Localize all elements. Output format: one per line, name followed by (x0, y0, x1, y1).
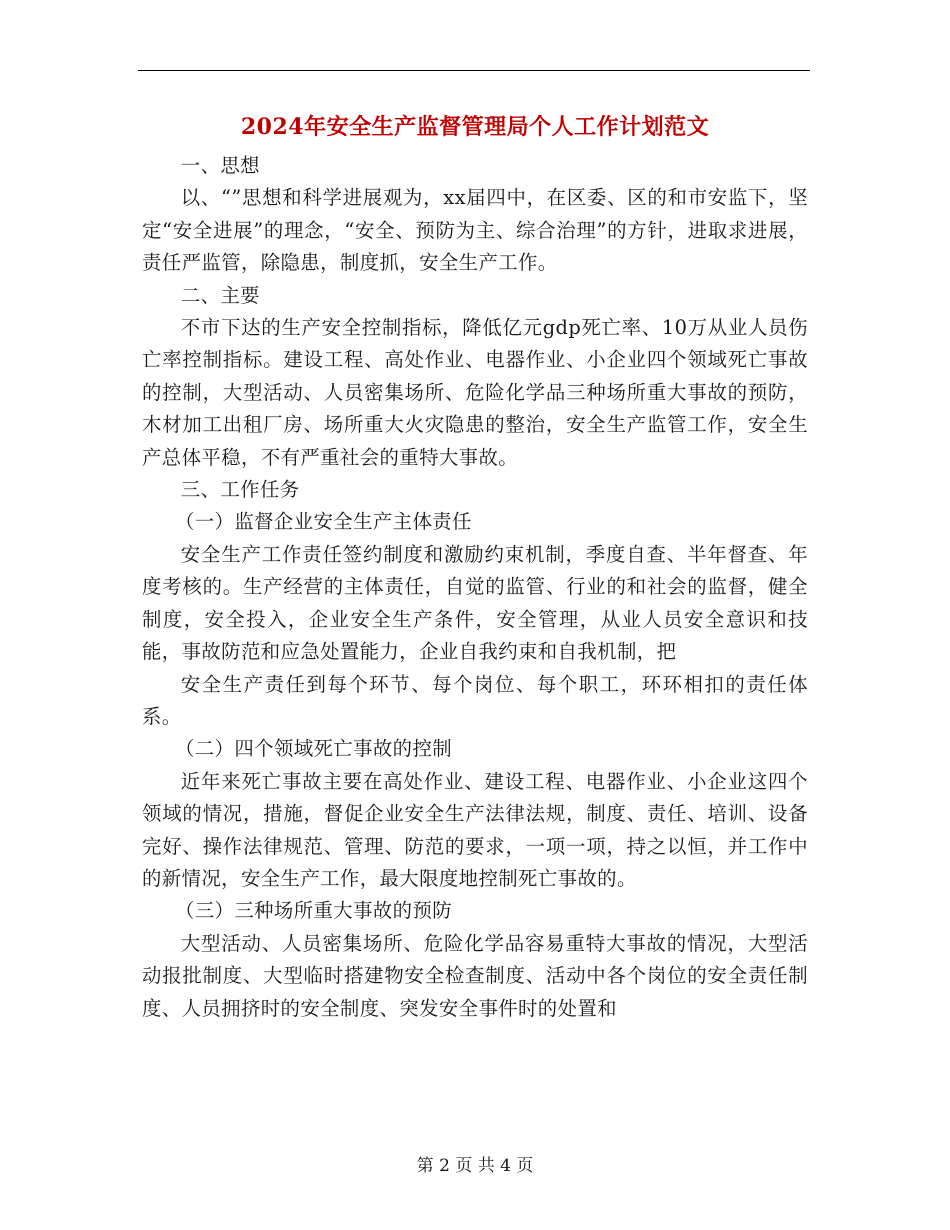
body-paragraph: 不市下达的生产安全控制指标，降低亿元gdp死亡率、10万从业人员伤亡率控制指标。建设工程、高处作业、电器作业、小企业四个领域死亡事故的控制，大型活动、人员密集场所、危险化学品三种场所重大事故的预防，木材加工出租厂房、场所重大火灾隐患的整治，安全生产监管工作，安全生产总体平稳，不有严重社会的重特大事故。 (142, 316, 808, 469)
body-paragraph: 以、“”思想和科学进展观为，xx届四中，在区委、区的和市安监下，坚定“安全进展”的理念，“安全、预防为主、综合治理”的方针，进取求进展，责任严监管，除隐患，制度抓，安全生产工作。 (142, 186, 808, 275)
subsection-heading: （一）监督企业安全生产主体责任 (174, 510, 472, 534)
subsection-heading: （二）四个领域死亡事故的控制 (174, 737, 453, 761)
section-heading: 一、思想 (180, 154, 260, 177)
section-heading: 二、主要 (180, 283, 260, 307)
body-paragraph: 近年来死亡事故主要在高处作业、建设工程、电器作业、小企业这四个领域的情况，措施，督促企业安全生产法律法规，制度、责任、培训、设备完好、操作法律规范、管理、防范的要求，一项一项，持之以恒，并工作中的新情况，安全生产工作，最大限度地控制死亡事故的。 (142, 769, 808, 890)
header-rule (138, 70, 810, 71)
document-body (142, 150, 808, 1025)
subsection-heading: （三）三种场所重大事故的预防 (174, 899, 453, 923)
body-paragraph: 大型活动、人员密集场所、危险化学品容易重特大事故的情况，大型活动报批制度、大型临时搭建物安全检查制度、活动中各个岗位的安全责任制度、人员拥挤时的安全制度、突发安全事件时的处置和 (142, 931, 808, 1020)
body-paragraph: 安全生产工作责任签约制度和激励约束机制，季度自查、半年督查、年度考核的。生产经营的主体责任，自觉的监管、行业的和社会的监督，健全制度，安全投入，企业安全生产条件，安全管理，从业人员安全意识和技能，事故防范和应急处置能力，企业自我约束和自我机制，把 (142, 542, 808, 664)
body-paragraph: 安全生产责任到每个环节、每个岗位、每个职工，环环相扣的责任体系。 (142, 672, 808, 728)
page-footer: 第 2 页 共 4 页 (416, 1156, 534, 1176)
document-title: 2024年安全生产监督管理局个人工作计划范文 (240, 114, 710, 140)
section-heading: 三、工作任务 (180, 478, 300, 502)
